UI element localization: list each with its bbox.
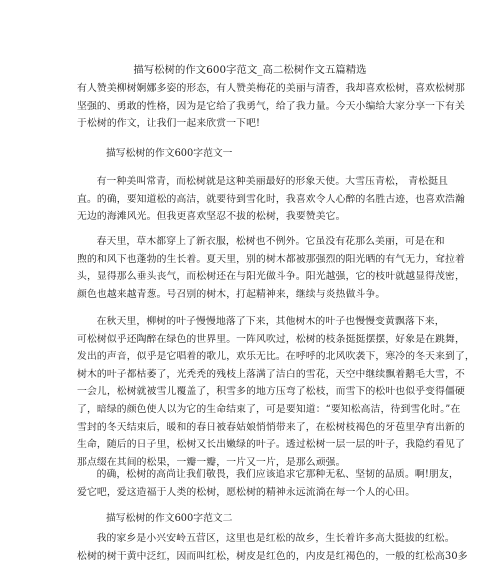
text-line: 有一种美叫常青，而松树就是这种美丽最好的形象天使。大雪压青松， 青松挺且 bbox=[96, 176, 448, 187]
section-title-1: 描写松树的作文600字范文一 bbox=[106, 148, 233, 159]
text-line: 有人赞美柳树婀娜多姿的形态，有人赞美梅花的美丽与清香，我却喜欢松树，喜欢松树那 bbox=[77, 83, 465, 94]
text-line: 直。的确，要知道松的高洁，就要待到雪化时，我喜欢令人心醉的名胜古迹，也喜欢浩瀚 bbox=[77, 193, 465, 205]
text-line: 颜色也越来越青葱。号召别的树木，打起精神来，继续与炎热做斗争。 bbox=[77, 288, 386, 300]
text-line: 在秋天里，柳树的叶子慢慢地落了下来，其他树木的叶子也慢慢变黄飘落下来， bbox=[96, 316, 445, 327]
paragraph-2 bbox=[77, 233, 465, 303]
text-line: 我的家乡是小兴安岭五营区，这里也是红松的故乡，生长着许多高大挺拔的红松。 bbox=[96, 533, 455, 544]
text-line: 头，显得那么垂头丧气，而松树还在与阳光做斗争。阳光越强，它的枝叶就越显得茂密， bbox=[77, 271, 465, 283]
section-title-2: 描写松树的作文600字范文二 bbox=[106, 513, 233, 524]
paragraph-3 bbox=[77, 313, 475, 471]
text-line: 雪封的冬天结束后，暖和的春日被春姑娘悄悄带来了，在松树枝褐色的牙苞里孕育出新的 bbox=[77, 421, 465, 433]
paragraph-1 bbox=[77, 173, 465, 226]
text-line: 一会儿，松树就被雪儿覆盖了，积雪多的地方压弯了松枝，而雪下的松叶也似乎变得僵硬 bbox=[77, 386, 465, 398]
paragraph-5 bbox=[77, 530, 468, 565]
text-line: 无边的海滩风光。但我更喜欢坚忍不拔的松树，我要赞美它。 bbox=[77, 211, 346, 223]
text-line: 爱它吧，爱这造福于人类的松树，愿松树的精神永远流淌在每一个人的心田。 bbox=[77, 486, 416, 498]
text-line: 煦的和风下也蓬勃的生长着。夏天里，别的树木都被那强烈的阳光晒的有气无力，耷拉着 bbox=[77, 253, 465, 265]
text-line: 坚强的、勇敢的性格，因为是它给了我勇气，给了我力量。今天小编给大家分享一下有关 bbox=[77, 100, 465, 112]
text-line: 那点缀在其间的松果，一瓣一瓣，一片又一片，是那么顽强。 bbox=[77, 456, 346, 468]
text-line: 生命，随后的日子里，松树又长出嫩绿的叶子。透过松树一层一层的叶子，我隐约看见了 bbox=[77, 439, 465, 451]
intro-paragraph bbox=[77, 80, 465, 133]
text-line: 树木的叶子都枯萎了，光秃秃的残枝上落满了洁白的雪花，天空中继续飘着鹅毛大雪，不 bbox=[77, 368, 465, 380]
text-line: 可松树似乎还陶醉在绿色的世界里。一阵风吹过，松树的枝条挺挺摆摆，好象是在跳舞， bbox=[77, 333, 465, 345]
text-line: 的确，松树的高尚让我们敬畏，我们应该追求它那种无私、坚韧的品质。啊!朋友， bbox=[96, 469, 459, 480]
text-line: 春天里，草木都穿上了新衣服，松树也不例外。它虽没有花那么美丽，可是在和 bbox=[96, 236, 445, 247]
text-line: 松树的树干黄中泛红，因而叫红松，树皮是红色的，内皮是红褐色的，一般的红松高30多 bbox=[77, 550, 468, 562]
text-line: 发出的声音，似乎是它唱着的歌儿，欢乐无比。在呼呼的北风吹袭下，寒冷的冬天来到了， bbox=[77, 351, 475, 363]
document-title: 描写松树的作文600字范文_高二松树作文五篇精选 bbox=[133, 64, 367, 76]
text-line: 了，暗绿的颜色使人以为它的生命结束了，可是要知道：“要知松高洁，待到雪化时。”在 bbox=[77, 403, 461, 415]
paragraph-4 bbox=[77, 466, 459, 501]
text-line: 于松树的作文，让我们一起来欣赏一下吧! bbox=[77, 118, 261, 130]
